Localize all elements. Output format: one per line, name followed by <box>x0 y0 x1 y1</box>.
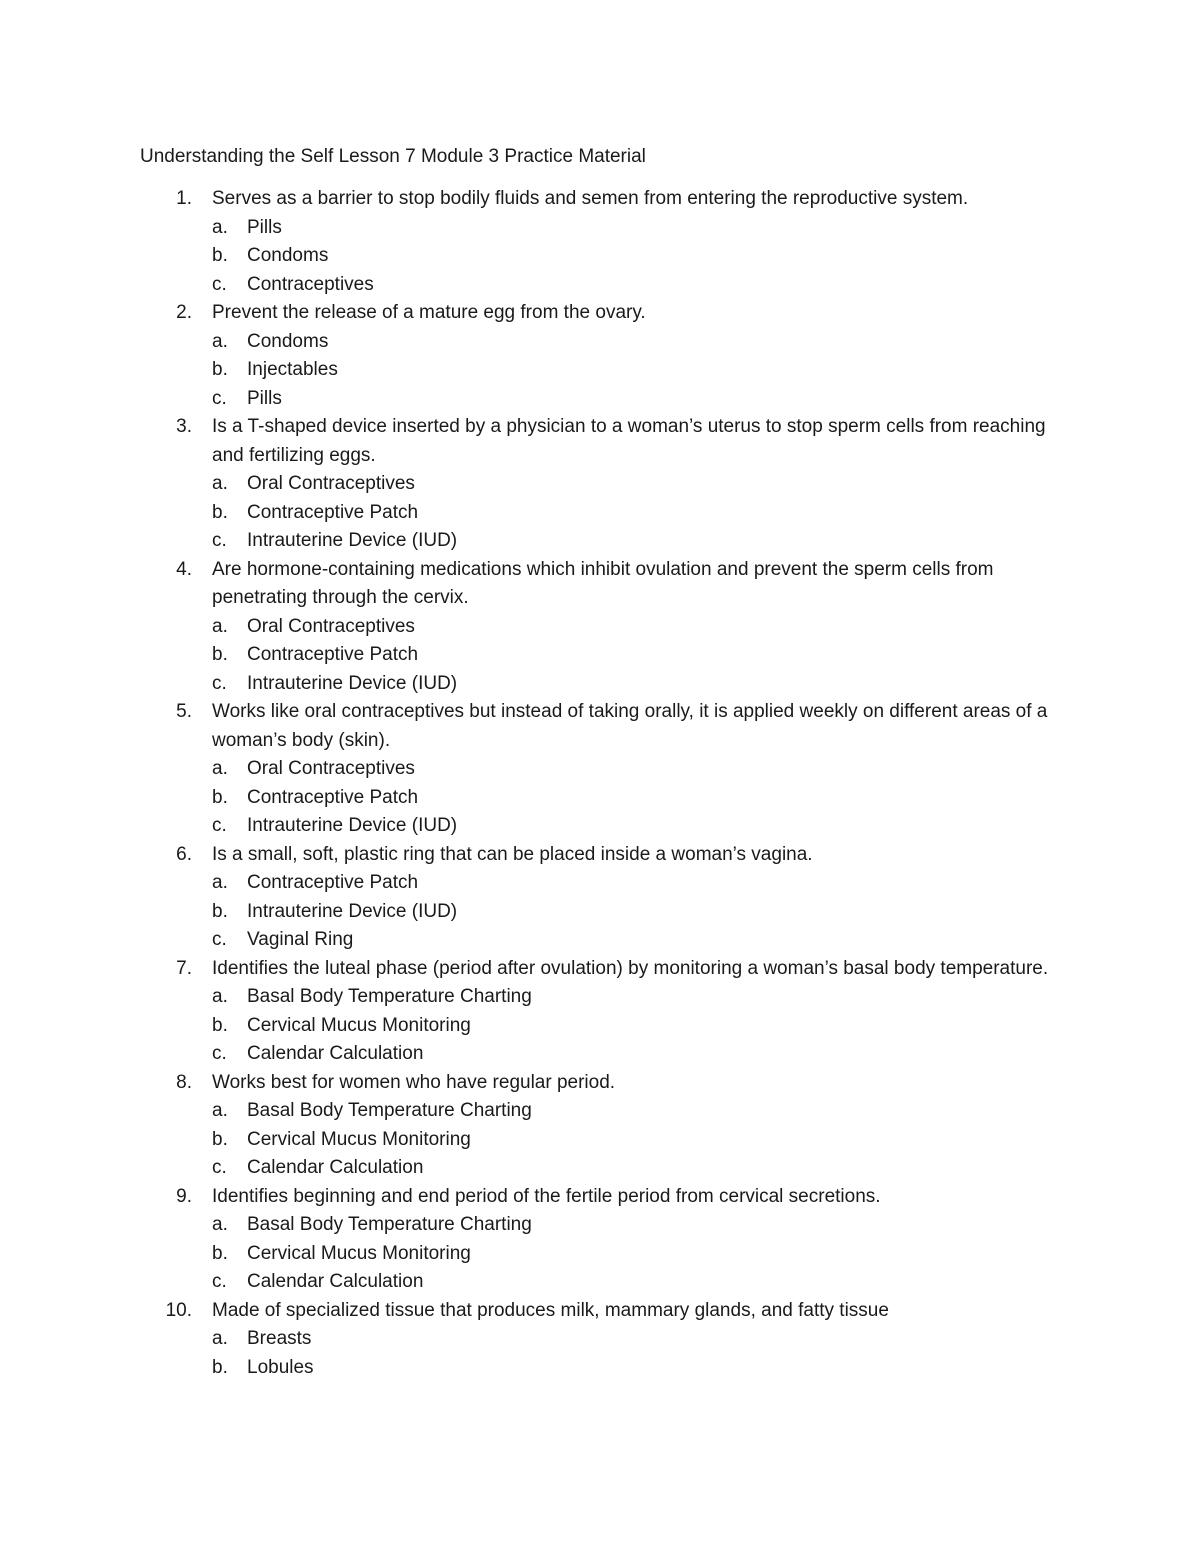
option-letter: a. <box>212 1100 228 1121</box>
answer-option <box>140 641 1080 670</box>
question-text: Serves as a barrier to stop bodily fluids and semen from entering the reproductive system. <box>212 188 969 209</box>
option-letter: a. <box>212 758 228 779</box>
answer-option <box>140 1211 1080 1240</box>
option-text: Cervical Mucus Monitoring <box>247 1014 471 1036</box>
option-text: Calendar Calculation <box>247 1043 424 1064</box>
option-letter: c. <box>212 672 227 694</box>
question-number: 1. <box>176 188 192 209</box>
option-letter: c. <box>212 530 227 551</box>
option-letter: c. <box>212 815 227 836</box>
option-text: Oral Contraceptives <box>247 758 415 779</box>
question-text: Are hormone-containing medications which inhibit ovulation and prevent the sperm cells from penetrating through the cervix. <box>212 558 994 608</box>
document-title: Understanding the Self Lesson 7 Module 3 Practice Material <box>140 146 646 167</box>
option-letter: b. <box>212 1128 228 1150</box>
answer-option <box>140 1126 1080 1155</box>
question-text: Made of specialized tissue that produces milk, mammary glands, and fatty tissue <box>212 1299 889 1321</box>
question-item <box>140 413 1080 556</box>
option-text: Contraceptive Patch <box>247 786 419 808</box>
option-list <box>140 328 1080 414</box>
question-item <box>140 185 1080 299</box>
option-text: Contraceptive Patch <box>247 501 419 523</box>
answer-option <box>140 527 1080 556</box>
option-text: Intrauterine Device (IUD) <box>247 530 458 551</box>
option-list <box>140 470 1080 556</box>
option-letter: a. <box>212 986 228 1007</box>
option-letter: b. <box>212 644 228 665</box>
question-item <box>140 955 1080 1069</box>
answer-option <box>140 812 1080 841</box>
option-letter: c. <box>212 1157 227 1178</box>
option-text: Basal Body Temperature Charting <box>247 1214 532 1235</box>
option-letter: c. <box>212 1271 227 1292</box>
option-list <box>140 755 1080 841</box>
question-item <box>140 299 1080 413</box>
option-letter: a. <box>212 615 228 637</box>
option-letter: c. <box>212 929 227 950</box>
option-letter: a. <box>212 872 228 893</box>
answer-option <box>140 755 1080 784</box>
option-text: Intrauterine Device (IUD) <box>247 672 458 694</box>
option-text: Pills <box>247 216 282 238</box>
answer-option <box>140 1325 1080 1354</box>
option-text: Vaginal Ring <box>247 929 354 950</box>
answer-option <box>140 613 1080 642</box>
option-letter: b. <box>212 786 228 808</box>
answer-option <box>140 926 1080 955</box>
question-text: Works best for women who have regular period. <box>212 1071 616 1093</box>
option-letter: a. <box>212 473 228 494</box>
option-list <box>140 1211 1080 1297</box>
answer-option <box>140 1268 1080 1297</box>
option-text: Contraceptive Patch <box>247 644 419 665</box>
answer-option <box>140 242 1080 271</box>
question-item <box>140 1183 1080 1297</box>
question-number: 2. <box>176 302 192 323</box>
option-text: Calendar Calculation <box>247 1271 424 1292</box>
option-letter: b. <box>212 900 228 922</box>
question-item <box>140 698 1080 841</box>
question-number: 6. <box>176 843 192 865</box>
option-letter: b. <box>212 1242 228 1264</box>
option-letter: b. <box>212 1356 228 1378</box>
option-list <box>140 983 1080 1069</box>
option-text: Calendar Calculation <box>247 1157 424 1178</box>
question-text: Is a small, soft, plastic ring that can be placed inside a woman’s vagina. <box>212 843 813 865</box>
answer-option <box>140 670 1080 699</box>
answer-option <box>140 1154 1080 1183</box>
option-text: Condoms <box>247 245 329 266</box>
question-text: Prevent the release of a mature egg from the ovary. <box>212 302 646 323</box>
option-letter: c. <box>212 273 227 295</box>
question-item <box>140 1297 1080 1383</box>
question-list <box>140 185 1080 1382</box>
option-letter: b. <box>212 245 228 266</box>
option-text: Cervical Mucus Monitoring <box>247 1128 471 1150</box>
option-text: Intrauterine Device (IUD) <box>247 900 458 922</box>
answer-option <box>140 385 1080 414</box>
option-list <box>140 1325 1080 1382</box>
option-text: Contraceptive Patch <box>247 872 419 893</box>
answer-option <box>140 356 1080 385</box>
question-item <box>140 1069 1080 1183</box>
answer-option <box>140 271 1080 300</box>
option-letter: b. <box>212 1014 228 1036</box>
question-text: Identifies beginning and end period of the fertile period from cervical secretions. <box>212 1185 881 1207</box>
answer-option <box>140 328 1080 357</box>
option-text: Breasts <box>247 1328 312 1349</box>
option-list <box>140 869 1080 955</box>
answer-option <box>140 1012 1080 1041</box>
question-number: 5. <box>176 701 192 722</box>
option-text: Basal Body Temperature Charting <box>247 986 532 1007</box>
question-text: Identifies the luteal phase (period after ovulation) by monitoring a woman’s basal body temperature. <box>212 957 1049 979</box>
option-text: Injectables <box>247 359 338 380</box>
answer-option <box>140 898 1080 927</box>
option-text: Oral Contraceptives <box>247 615 415 637</box>
answer-option <box>140 1240 1080 1269</box>
question-text: Is a T-shaped device inserted by a physician to a woman’s uterus to stop sperm cells from reaching and fertilizing eggs. <box>212 416 1046 466</box>
option-text: Cervical Mucus Monitoring <box>247 1242 471 1264</box>
option-letter: a. <box>212 330 228 352</box>
answer-option <box>140 784 1080 813</box>
question-number: 3. <box>176 416 192 437</box>
answer-option <box>140 1354 1080 1383</box>
answer-option <box>140 214 1080 243</box>
answer-option <box>140 869 1080 898</box>
option-text: Intrauterine Device (IUD) <box>247 815 458 836</box>
question-number: 8. <box>176 1071 192 1093</box>
answer-option <box>140 1040 1080 1069</box>
question-number: 10. <box>165 1299 192 1321</box>
question-text: Works like oral contraceptives but instead of taking orally, it is applied weekly on different areas of a woman’s body (skin). <box>212 701 1048 751</box>
question-item <box>140 556 1080 699</box>
question-number: 9. <box>176 1185 192 1207</box>
answer-option <box>140 470 1080 499</box>
option-text: Condoms <box>247 330 329 352</box>
option-text: Oral Contraceptives <box>247 473 415 494</box>
option-text: Contraceptives <box>247 273 374 295</box>
option-list <box>140 214 1080 300</box>
question-number: 7. <box>176 957 192 979</box>
option-letter: b. <box>212 501 228 523</box>
option-letter: a. <box>212 1214 228 1235</box>
option-text: Pills <box>247 387 282 409</box>
option-letter: c. <box>212 387 227 409</box>
option-letter: a. <box>212 1328 228 1349</box>
option-text: Lobules <box>247 1356 314 1378</box>
option-text: Basal Body Temperature Charting <box>247 1100 532 1121</box>
question-item <box>140 841 1080 955</box>
option-list <box>140 613 1080 699</box>
answer-option <box>140 983 1080 1012</box>
option-letter: a. <box>212 216 228 238</box>
answer-option <box>140 1097 1080 1126</box>
answer-option <box>140 499 1080 528</box>
option-letter: c. <box>212 1043 227 1064</box>
option-list <box>140 1097 1080 1183</box>
option-letter: b. <box>212 359 228 380</box>
question-number: 4. <box>176 558 192 580</box>
